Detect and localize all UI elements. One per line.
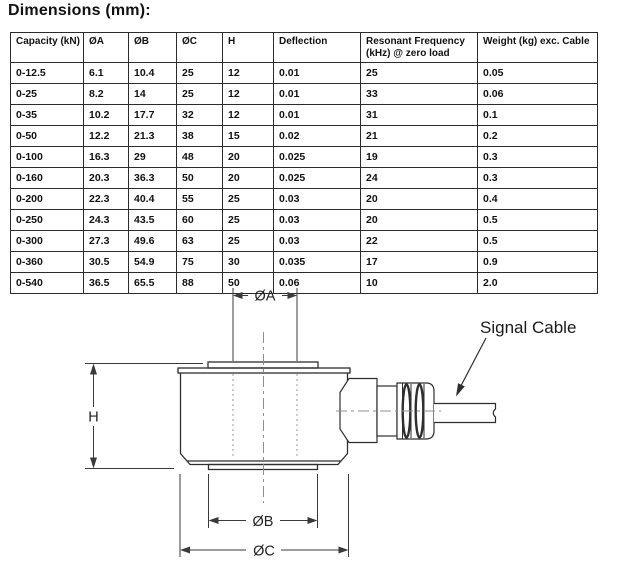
table-cell: 31 [361, 105, 478, 126]
table-cell: 0.2 [478, 126, 598, 147]
table-cell: 20 [361, 189, 478, 210]
table-cell: 24 [361, 168, 478, 189]
dimension-h [85, 364, 203, 469]
table-cell: 33 [361, 84, 478, 105]
table-cell: 0.03 [274, 189, 361, 210]
table-cell: 0.3 [478, 147, 598, 168]
table-cell: 25 [177, 63, 223, 84]
table-cell: 6.1 [84, 63, 129, 84]
table-cell: 0-540 [11, 273, 84, 294]
table-cell: 0.035 [274, 252, 361, 273]
table-cell: 0-50 [11, 126, 84, 147]
arrowhead-icon [456, 383, 465, 396]
table-cell: 50 [223, 273, 274, 294]
table-cell: 21.3 [129, 126, 177, 147]
table-cell: 0-12.5 [11, 63, 84, 84]
dim-label-dia-a: ØA [254, 288, 276, 305]
table-cell: 88 [177, 273, 223, 294]
table-cell: 0.06 [274, 273, 361, 294]
table-cell: 25 [177, 84, 223, 105]
table-cell: 8.2 [84, 84, 129, 105]
table-cell: 12 [223, 63, 274, 84]
table-cell: 21 [361, 126, 478, 147]
table-cell: 20 [223, 168, 274, 189]
dim-label-dia-b: ØB [252, 514, 274, 530]
arrowhead-left-icon [209, 517, 219, 524]
table-cell: 27.3 [84, 231, 129, 252]
table-cell: 20 [361, 210, 478, 231]
table-cell: 25 [223, 189, 274, 210]
col-header-capacity: Capacity (kN) [11, 33, 84, 63]
table-cell: 55 [177, 189, 223, 210]
page-title: Dimensions (mm): [8, 2, 151, 19]
table-cell: 0.02 [274, 126, 361, 147]
signal-cable-callout [456, 338, 486, 397]
dim-label-dia-c: ØC [253, 543, 275, 560]
table-cell: 2.0 [478, 273, 598, 294]
table-cell: 15 [223, 126, 274, 147]
table-cell: 50 [177, 168, 223, 189]
dim-label-h: H [88, 409, 99, 426]
table-cell: 12 [223, 84, 274, 105]
table-cell: 0-25 [11, 84, 84, 105]
table-cell: 30 [223, 252, 274, 273]
table-cell: 0-200 [11, 189, 84, 210]
table-cell: 65.5 [129, 273, 177, 294]
table-cell: 0.03 [274, 210, 361, 231]
table-cell: 0-360 [11, 252, 84, 273]
table-cell: 25 [223, 231, 274, 252]
table-cell: 63 [177, 231, 223, 252]
table-cell: 20 [223, 147, 274, 168]
table-cell: 43.5 [129, 210, 177, 231]
col-header-dia-a: ØA [84, 33, 129, 63]
table-cell: 22.3 [84, 189, 129, 210]
table-cell: 0.01 [274, 63, 361, 84]
table-cell: 12.2 [84, 126, 129, 147]
signal-cable-label: Signal Cable [480, 318, 577, 337]
table-cell: 22 [361, 231, 478, 252]
arrowhead-left-icon [233, 292, 243, 299]
table-cell: 36.3 [129, 168, 177, 189]
table-cell: 0-250 [11, 210, 84, 231]
arrowhead-right-icon [308, 517, 318, 524]
arrowhead-down-icon [90, 458, 97, 469]
table-cell: 0.01 [274, 105, 361, 126]
table-cell: 10.4 [129, 63, 177, 84]
col-header-dia-b: ØB [129, 33, 177, 63]
table-cell: 20.3 [84, 168, 129, 189]
table-cell: 0.5 [478, 210, 598, 231]
table-cell: 32 [177, 105, 223, 126]
table-cell: 0.025 [274, 147, 361, 168]
table-cell: 0.4 [478, 189, 598, 210]
leader-line [461, 338, 486, 386]
table-cell: 0.1 [478, 105, 598, 126]
table-cell: 60 [177, 210, 223, 231]
table-cell: 40.4 [129, 189, 177, 210]
arrowhead-up-icon [90, 364, 97, 375]
col-header-dia-c: ØC [177, 33, 223, 63]
table-cell: 0-300 [11, 231, 84, 252]
table-cell: 29 [129, 147, 177, 168]
table-cell: 0-160 [11, 168, 84, 189]
arrowhead-right-icon [288, 292, 298, 299]
table-cell: 0.05 [478, 63, 598, 84]
table-cell: 19 [361, 147, 478, 168]
table-cell: 24.3 [84, 210, 129, 231]
table-cell: 0-100 [11, 147, 84, 168]
table-cell: 54.9 [129, 252, 177, 273]
table-cell: 0.03 [274, 231, 361, 252]
col-header-resonant-frequency: Resonant Frequency (kHz) @ zero load [361, 33, 478, 63]
table-cell: 17.7 [129, 105, 177, 126]
col-header-weight: Weight (kg) exc. Cable [478, 33, 598, 63]
table-cell: 0.01 [274, 84, 361, 105]
table-cell: 0.9 [478, 252, 598, 273]
table-cell: 0.06 [478, 84, 598, 105]
table-cell: 16.3 [84, 147, 129, 168]
table-cell: 0.5 [478, 231, 598, 252]
cable [434, 404, 496, 423]
table-cell: 36.5 [84, 273, 129, 294]
table-cell: 0.3 [478, 168, 598, 189]
arrowhead-left-icon [180, 547, 190, 554]
table-cell: 0.025 [274, 168, 361, 189]
table-cell: 25 [361, 63, 478, 84]
table-cell: 10 [361, 273, 478, 294]
table-cell: 10.2 [84, 105, 129, 126]
col-header-deflection: Deflection [274, 33, 361, 63]
table-cell: 17 [361, 252, 478, 273]
table-cell: 48 [177, 147, 223, 168]
table-cell: 14 [129, 84, 177, 105]
table-cell: 38 [177, 126, 223, 147]
table-cell: 49.6 [129, 231, 177, 252]
table-cell: 12 [223, 105, 274, 126]
table-cell: 0-35 [11, 105, 84, 126]
table-cell: 30.5 [84, 252, 129, 273]
col-header-h: H [223, 33, 274, 63]
table-cell: 75 [177, 252, 223, 273]
arrowhead-right-icon [339, 547, 349, 554]
table-cell: 25 [223, 210, 274, 231]
